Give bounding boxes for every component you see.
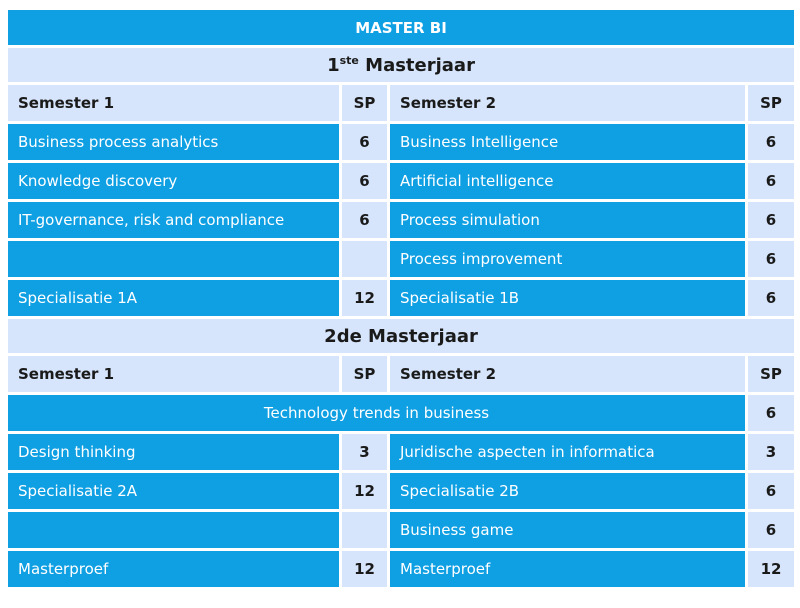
- title-row: [8, 10, 794, 45]
- course-cell: Process simulation: [390, 202, 745, 238]
- year1-title-row: [8, 48, 794, 82]
- year2-title: 2de Masterjaar: [8, 319, 794, 353]
- table-row: [8, 124, 794, 160]
- semester1-header: Semester 1: [8, 85, 339, 121]
- course-cell: Business Intelligence: [390, 124, 745, 160]
- course-cell: Juridische aspecten in informatica: [390, 434, 745, 470]
- table-row: [8, 202, 794, 238]
- course-cell: Design thinking: [8, 434, 339, 470]
- full-year-course-cell: Technology trends in business: [8, 395, 745, 431]
- course-cell: Specialisatie 1A: [8, 280, 339, 316]
- table-row: [8, 512, 794, 548]
- credit-cell: 12: [342, 551, 387, 587]
- sp-header: SP: [342, 85, 387, 121]
- semester2-header: Semester 2: [390, 356, 745, 392]
- credit-cell: 6: [748, 473, 794, 509]
- sp-header: SP: [342, 356, 387, 392]
- year2-title-row: [8, 319, 794, 353]
- table-row: [8, 241, 794, 277]
- course-cell: IT-governance, risk and compliance: [8, 202, 339, 238]
- credit-cell: 6: [342, 202, 387, 238]
- program-title: MASTER BI: [8, 10, 794, 45]
- curriculum-table: [5, 7, 797, 590]
- table-row: [8, 163, 794, 199]
- empty-credit-cell: [342, 241, 387, 277]
- table-row: [8, 280, 794, 316]
- course-cell: Specialisatie 2B: [390, 473, 745, 509]
- table-row: [8, 473, 794, 509]
- course-cell: Specialisatie 2A: [8, 473, 339, 509]
- semester1-header: Semester 1: [8, 356, 339, 392]
- sp-header: SP: [748, 356, 794, 392]
- course-cell: Business process analytics: [8, 124, 339, 160]
- year1-title-rest: Masterjaar: [358, 55, 475, 76]
- credit-cell: 6: [748, 512, 794, 548]
- sp-header: SP: [748, 85, 794, 121]
- table-row: [8, 395, 794, 431]
- course-cell: Process improvement: [390, 241, 745, 277]
- credit-cell: 6: [748, 202, 794, 238]
- credit-cell: 6: [342, 163, 387, 199]
- credit-cell: 6: [342, 124, 387, 160]
- year2-header-row: [8, 356, 794, 392]
- credit-cell: 12: [342, 473, 387, 509]
- empty-course-cell: [8, 241, 339, 277]
- credit-cell: 6: [748, 395, 794, 431]
- credit-cell: 12: [748, 551, 794, 587]
- course-cell: Masterproef: [8, 551, 339, 587]
- year1-header-row: [8, 85, 794, 121]
- empty-credit-cell: [342, 512, 387, 548]
- credit-cell: 3: [342, 434, 387, 470]
- credit-cell: 6: [748, 124, 794, 160]
- credit-cell: 6: [748, 163, 794, 199]
- course-cell: Masterproef: [390, 551, 745, 587]
- credit-cell: 6: [748, 241, 794, 277]
- year1-title-sup: ste: [339, 54, 359, 67]
- credit-cell: 3: [748, 434, 794, 470]
- table-row: [8, 551, 794, 587]
- course-cell: Business game: [390, 512, 745, 548]
- course-cell: Specialisatie 1B: [390, 280, 745, 316]
- semester2-header: Semester 2: [390, 85, 745, 121]
- empty-course-cell: [8, 512, 339, 548]
- course-cell: Artificial intelligence: [390, 163, 745, 199]
- year1-title: [8, 48, 794, 82]
- course-cell: Knowledge discovery: [8, 163, 339, 199]
- credit-cell: 12: [342, 280, 387, 316]
- year1-title-num: 1: [327, 55, 340, 76]
- credit-cell: 6: [748, 280, 794, 316]
- table-row: [8, 434, 794, 470]
